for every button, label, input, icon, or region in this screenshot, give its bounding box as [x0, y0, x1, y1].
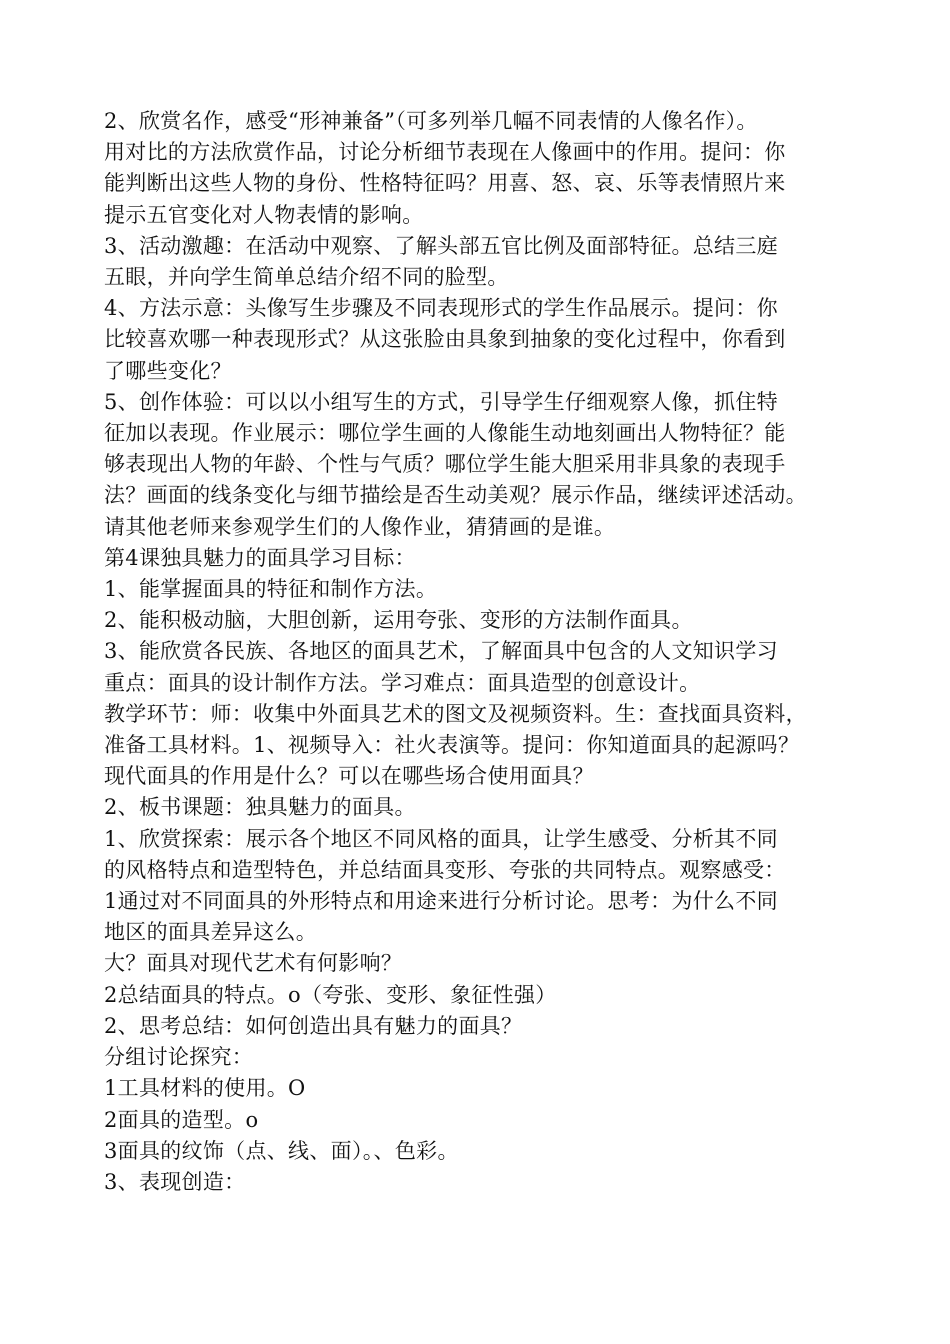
text-line-2: 用对比的方法欣赏作品，讨论分析细节表现在人像画中的作用。提问：你: [104, 140, 786, 165]
text-line-9: 了哪些变化？: [104, 358, 232, 383]
text-line-21: 准备工具材料。1、视频导入：社火表演等。提问：你知道面具的起源吗？: [104, 733, 800, 758]
text-line-25: 的风格特点和造型特色，并总结面具变形、夸张的共同特点。观察感受：: [104, 857, 786, 882]
text-line-11: 征加以表现。作业展示：哪位学生画的人像能生动地刻画出人物特征？能: [104, 421, 786, 446]
text-line-24: 1、欣赏探索：展示各个地区不同风格的面具，让学生感受、分析其不同: [104, 826, 778, 851]
text-line-16: 1、能掌握面具的特征和制作方法。: [104, 577, 438, 602]
text-line-6: 五眼，并向学生简单总结介绍不同的脸型。: [104, 265, 509, 290]
text-line-33: 2面具的造型。o: [104, 1107, 259, 1132]
text-line-14: 请其他老师来参观学生们的人像作业，猜猜画的是谁。: [104, 514, 616, 539]
text-line-8: 比较喜欢哪一种表现形式？从这张脸由具象到抽象的变化过程中，你看到: [104, 327, 786, 352]
text-line-22: 现代面具的作用是什么？可以在哪些场合使用面具？: [104, 764, 594, 789]
text-line-13: 法？画面的线条变化与细节描绘是否生动美观？展示作品，继续评述活动。: [104, 483, 807, 508]
text-line-20: 教学环节：师：收集中外面具艺术的图文及视频资料。生：查找面具资料，: [104, 701, 807, 726]
document-body: [104, 106, 874, 1198]
text-line-12: 够表现出人物的年龄、个性与气质？哪位学生能大胆采用非具象的表现手: [104, 452, 786, 477]
text-line-17: 2、能积极动脑，大胆创新，运用夸张、变形的方法制作面具。: [104, 608, 693, 633]
text-line-5: 3、活动激趣：在活动中观察、了解头部五官比例及面部特征。总结三庭: [104, 233, 778, 258]
text-line-10: 5、创作体验：可以以小组写生的方式，引导学生仔细观察人像，抓住特: [104, 389, 778, 414]
text-line-3: 能判断出这些人物的身份、性格特征吗？用喜、怒、哀、乐等表情照片来: [104, 171, 786, 196]
text-line-23: 2、板书课题：独具魅力的面具。: [104, 795, 416, 820]
text-line-4: 提示五官变化对人物表情的影响。: [104, 202, 424, 227]
text-line-18: 3、能欣赏各民族、各地区的面具艺术，了解面具中包含的人文知识学习: [104, 639, 778, 664]
text-line-31: 分组讨论探究：: [104, 1045, 254, 1070]
text-line-1: 2、欣赏名作，感受“形神兼备”（可多列举几幅不同表情的人像名作）。: [104, 109, 758, 133]
text-line-15: 第4课独具魅力的面具学习目标：: [104, 545, 416, 570]
text-line-29: 2总结面具的特点。o（夸张、变形、象征性强）: [104, 982, 557, 1007]
text-line-19: 重点：面具的设计制作方法。学习难点：面具造型的创意设计。: [104, 670, 701, 695]
text-line-7: 4、方法示意：头像写生步骤及不同表现形式的学生作品展示。提问：你: [104, 296, 778, 321]
text-line-26: 1通过对不同面具的外形特点和用途来进行分析讨论。思考：为什么不同: [104, 889, 778, 914]
text-line-30: 2、思考总结：如何创造出具有魅力的面具？: [104, 1013, 523, 1038]
text-line-28: 大？面具对现代艺术有何影响？: [104, 951, 403, 976]
text-line-34: 3面具的纹饰（点、线、面）。、色彩。: [104, 1138, 459, 1163]
text-line-35: 3、表现创造：: [104, 1169, 246, 1194]
text-line-32: 1工具材料的使用。O: [104, 1076, 306, 1101]
text-line-27: 地区的面具差异这么。: [104, 920, 317, 945]
